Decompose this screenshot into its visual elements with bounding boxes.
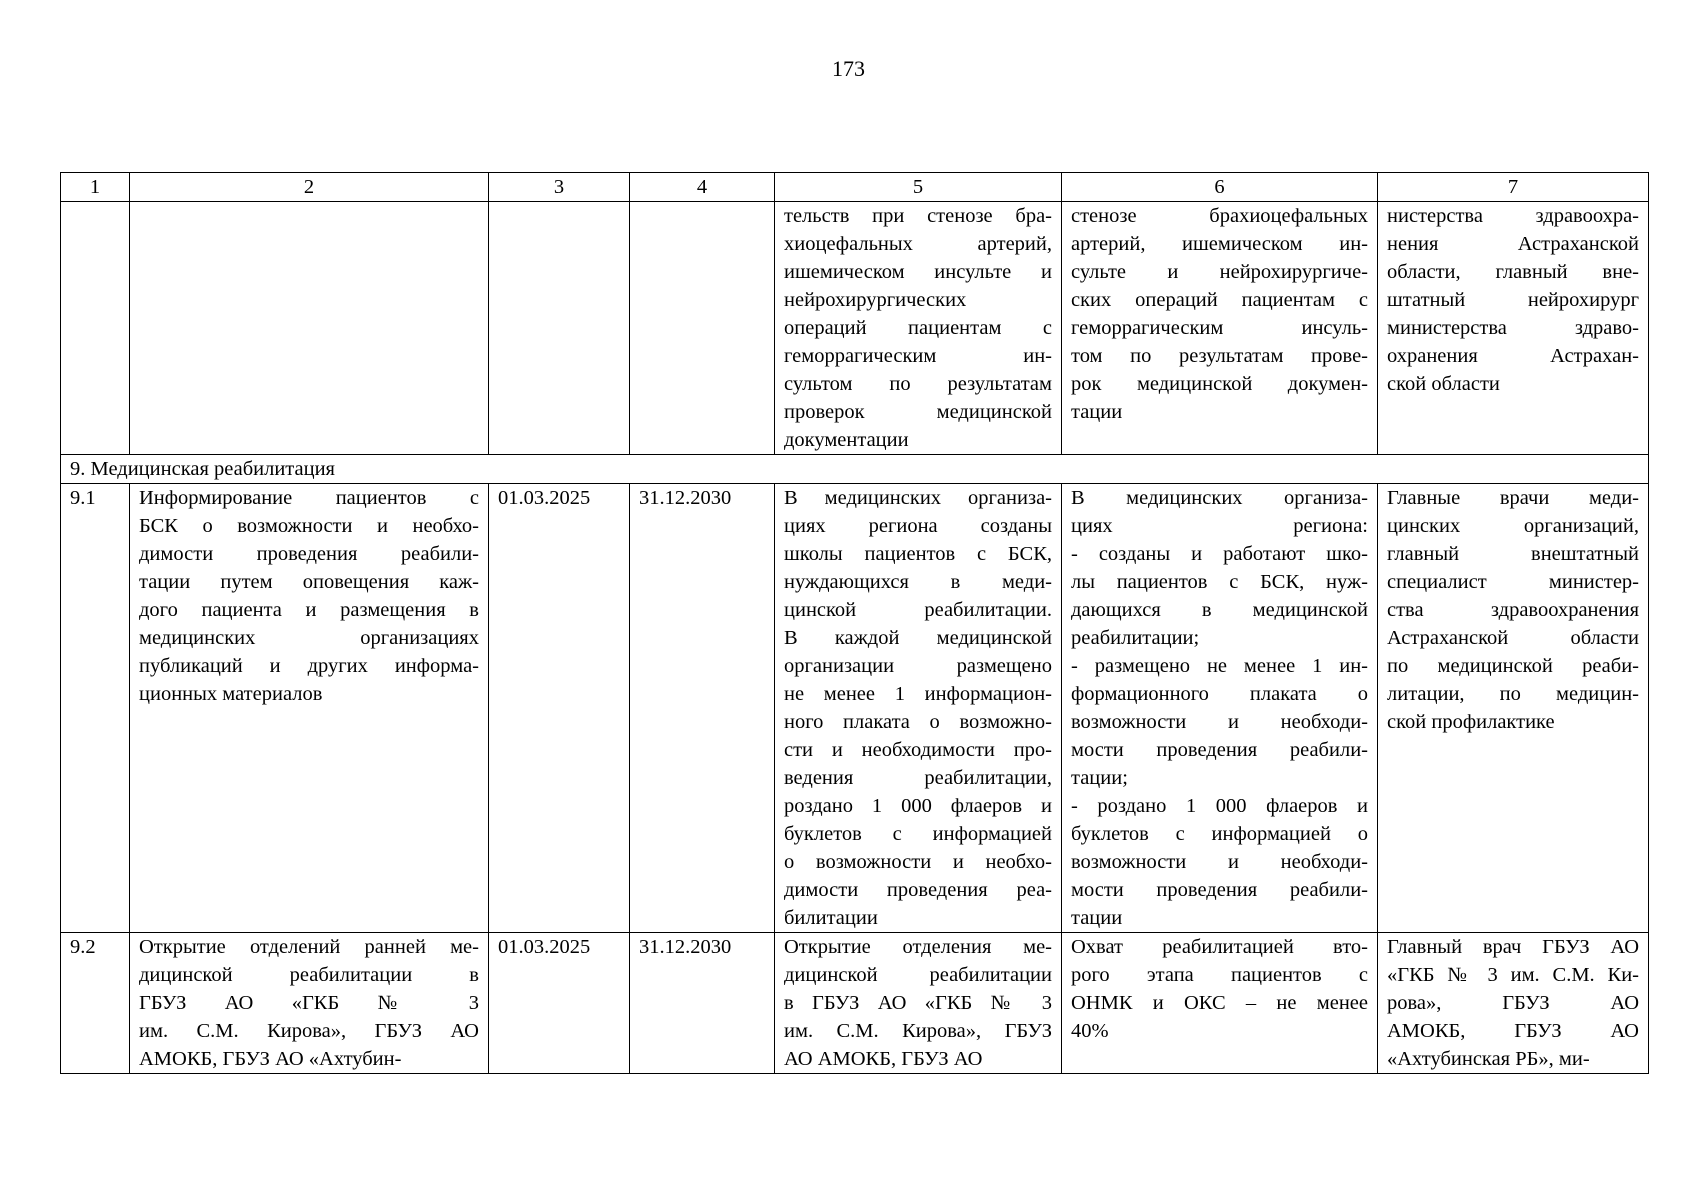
cell-line: им. С.М. Кирова», ГБУЗ АО bbox=[139, 1020, 479, 1042]
cell-line: сультом по результатам bbox=[784, 373, 1052, 395]
cell-line: Информирование пациентов с bbox=[139, 487, 479, 509]
cell-line: Астраханской области bbox=[1387, 627, 1639, 649]
cell-line: артерий, ишемическом ин- bbox=[1071, 233, 1368, 255]
cell-line: цинской реабилитации. bbox=[784, 599, 1052, 621]
cell-line: мости проведения реабили- bbox=[1071, 879, 1368, 901]
measure-cell bbox=[130, 484, 489, 933]
measure-cell bbox=[130, 933, 489, 1074]
plan-table bbox=[60, 172, 1649, 1074]
cell-line: ской области bbox=[1387, 373, 1500, 395]
cell-line: мости проведения реабили- bbox=[1071, 739, 1368, 761]
empty-cell bbox=[61, 202, 130, 455]
cell-line: тации bbox=[1071, 401, 1123, 423]
cell-line: операций пациентам с bbox=[784, 317, 1052, 339]
cell-line: димости проведения реабили- bbox=[139, 543, 479, 565]
indicator-cell bbox=[1062, 202, 1378, 455]
column-number: 5 bbox=[775, 173, 1062, 202]
empty-cell bbox=[630, 202, 775, 455]
cell-line: тельств при стенозе бра- bbox=[784, 205, 1052, 227]
cell-line: формационного плаката о bbox=[1071, 683, 1368, 705]
cell-line: реабилитации; bbox=[1071, 627, 1200, 649]
cell-line: нистерства здравоохра- bbox=[1387, 205, 1639, 227]
cell-line: АО АМОКБ, ГБУЗ АО bbox=[784, 1048, 983, 1070]
cell-line: документации bbox=[784, 429, 909, 451]
table-row bbox=[61, 933, 1649, 1074]
cell-line: стенозе брахиоцефальных bbox=[1071, 205, 1368, 227]
cell-line: сти и необходимости про- bbox=[784, 739, 1052, 761]
section-title: 9. Медицинская реабилитация bbox=[61, 455, 1649, 484]
cell-line: буклетов с информацией bbox=[784, 823, 1052, 845]
cell-line: тации путем оповещения каж- bbox=[139, 571, 479, 593]
cell-line: Открытие отделения ме- bbox=[784, 936, 1052, 958]
cell-line: Охват реабилитацией вто- bbox=[1071, 936, 1368, 958]
column-number: 7 bbox=[1378, 173, 1649, 202]
cell-line: области, главный вне- bbox=[1387, 261, 1639, 283]
cell-line: - размещено не менее 1 ин- bbox=[1071, 655, 1368, 677]
cell-line: «Ахтубинская РБ», ми- bbox=[1387, 1048, 1590, 1070]
start-date: 01.03.2025 bbox=[489, 484, 630, 933]
cell-line: - роздано 1 000 флаеров и bbox=[1071, 795, 1368, 817]
cell-line: нуждающихся в меди- bbox=[784, 571, 1052, 593]
cell-line: возможности и необходи- bbox=[1071, 851, 1368, 873]
cell-line: «ГКБ № 3 им. С.М. Ки- bbox=[1387, 964, 1639, 986]
cell-line: нейрохирургических bbox=[784, 289, 967, 311]
expected-result-cell bbox=[775, 484, 1062, 933]
cell-line: рова», ГБУЗ АО bbox=[1387, 992, 1639, 1014]
cell-line: главный внештатный bbox=[1387, 543, 1639, 565]
cell-line: том по результатам прове- bbox=[1071, 345, 1368, 367]
cell-line: нения Астраханской bbox=[1387, 233, 1639, 255]
cell-line: литации, по медицин- bbox=[1387, 683, 1639, 705]
cell-line: ционных материалов bbox=[139, 683, 323, 705]
cell-line: тации bbox=[1071, 907, 1123, 929]
cell-line: ишемическом инсульте и bbox=[784, 261, 1052, 283]
cell-line: циях региона созданы bbox=[784, 515, 1052, 537]
cell-line: хиоцефальных артерий, bbox=[784, 233, 1052, 255]
cell-line: геморрагическим инсуль- bbox=[1071, 317, 1368, 339]
cell-line: по медицинской реаби- bbox=[1387, 655, 1639, 677]
expected-result-cell bbox=[775, 933, 1062, 1074]
cell-line: лы пациентов с БСК, нуж- bbox=[1071, 571, 1368, 593]
cell-line: ведения реабилитации, bbox=[784, 767, 1052, 789]
cell-line: - созданы и работают шко- bbox=[1071, 543, 1368, 565]
cell-line: ГБУЗ АО «ГКБ № 3 bbox=[139, 992, 479, 1014]
cell-line: В медицинских организа- bbox=[1071, 487, 1368, 509]
cell-line: возможности и необходи- bbox=[1071, 711, 1368, 733]
expected-result-cell bbox=[775, 202, 1062, 455]
continuation-row bbox=[61, 202, 1649, 455]
cell-line: сульте и нейрохирургиче- bbox=[1071, 261, 1368, 283]
responsible-cell bbox=[1378, 202, 1649, 455]
cell-line: ской профилактике bbox=[1387, 711, 1555, 733]
cell-line: цинских организаций, bbox=[1387, 515, 1639, 537]
cell-line: охранения Астрахан- bbox=[1387, 345, 1639, 367]
end-date: 31.12.2030 bbox=[630, 484, 775, 933]
column-number: 6 bbox=[1062, 173, 1378, 202]
cell-line: тации; bbox=[1071, 767, 1128, 789]
cell-line: дающихся в медицинской bbox=[1071, 599, 1368, 621]
cell-line: ОНМК и ОКС – не менее bbox=[1071, 992, 1368, 1014]
cell-line: АМОКБ, ГБУЗ АО «Ахтубин- bbox=[139, 1048, 402, 1070]
cell-line: не менее 1 информацион- bbox=[784, 683, 1052, 705]
cell-line: В медицинских организа- bbox=[784, 487, 1052, 509]
responsible-cell bbox=[1378, 933, 1649, 1074]
cell-line: буклетов с информацией о bbox=[1071, 823, 1368, 845]
cell-line: АМОКБ, ГБУЗ АО bbox=[1387, 1020, 1639, 1042]
cell-line: 40% bbox=[1071, 1020, 1109, 1042]
cell-line: Открытие отделений ранней ме- bbox=[139, 936, 479, 958]
page-number: 173 bbox=[832, 56, 865, 81]
cell-line: БСК о возможности и необхо- bbox=[139, 515, 479, 537]
cell-line: министерства здраво- bbox=[1387, 317, 1639, 339]
cell-line: рок медицинской докумен- bbox=[1071, 373, 1368, 395]
cell-line: в ГБУЗ АО «ГКБ № 3 bbox=[784, 992, 1052, 1014]
cell-line: Главные врачи меди- bbox=[1387, 487, 1639, 509]
responsible-cell bbox=[1378, 484, 1649, 933]
table-row bbox=[61, 484, 1649, 933]
column-number: 3 bbox=[489, 173, 630, 202]
cell-line: публикаций и других информа- bbox=[139, 655, 479, 677]
column-number-row bbox=[61, 173, 1649, 202]
cell-line: медицинских организациях bbox=[139, 627, 479, 649]
cell-line: школы пациентов с БСК, bbox=[784, 543, 1052, 565]
indicator-cell bbox=[1062, 484, 1378, 933]
cell-line: организации размещено bbox=[784, 655, 1052, 677]
end-date: 31.12.2030 bbox=[630, 933, 775, 1074]
cell-line: В каждой медицинской bbox=[784, 627, 1052, 649]
cell-line: специалист министер- bbox=[1387, 571, 1639, 593]
cell-line: дицинской реабилитации bbox=[784, 964, 1052, 986]
cell-line: проверок медицинской bbox=[784, 401, 1052, 423]
cell-line: дицинской реабилитации в bbox=[139, 964, 479, 986]
empty-cell bbox=[489, 202, 630, 455]
cell-line: геморрагическим ин- bbox=[784, 345, 1052, 367]
cell-line: ства здравоохранения bbox=[1387, 599, 1639, 621]
row-number: 9.2 bbox=[61, 933, 130, 1074]
cell-line: ного плаката о возможно- bbox=[784, 711, 1052, 733]
column-number: 1 bbox=[61, 173, 130, 202]
empty-cell bbox=[130, 202, 489, 455]
indicator-cell bbox=[1062, 933, 1378, 1074]
cell-line: Главный врач ГБУЗ АО bbox=[1387, 936, 1639, 958]
column-number: 2 bbox=[130, 173, 489, 202]
column-number: 4 bbox=[630, 173, 775, 202]
cell-line: дого пациента и размещения в bbox=[139, 599, 479, 621]
cell-line: циях региона: bbox=[1071, 515, 1368, 537]
cell-line: штатный нейрохирург bbox=[1387, 289, 1639, 311]
cell-line: билитации bbox=[784, 907, 878, 929]
cell-line: им. С.М. Кирова», ГБУЗ bbox=[784, 1020, 1052, 1042]
start-date: 01.03.2025 bbox=[489, 933, 630, 1074]
row-number: 9.1 bbox=[61, 484, 130, 933]
cell-line: рого этапа пациентов с bbox=[1071, 964, 1368, 986]
cell-line: о возможности и необхо- bbox=[784, 851, 1052, 873]
cell-line: роздано 1 000 флаеров и bbox=[784, 795, 1052, 817]
section-row bbox=[61, 455, 1649, 484]
cell-line: ских операций пациентам с bbox=[1071, 289, 1368, 311]
cell-line: димости проведения реа- bbox=[784, 879, 1052, 901]
